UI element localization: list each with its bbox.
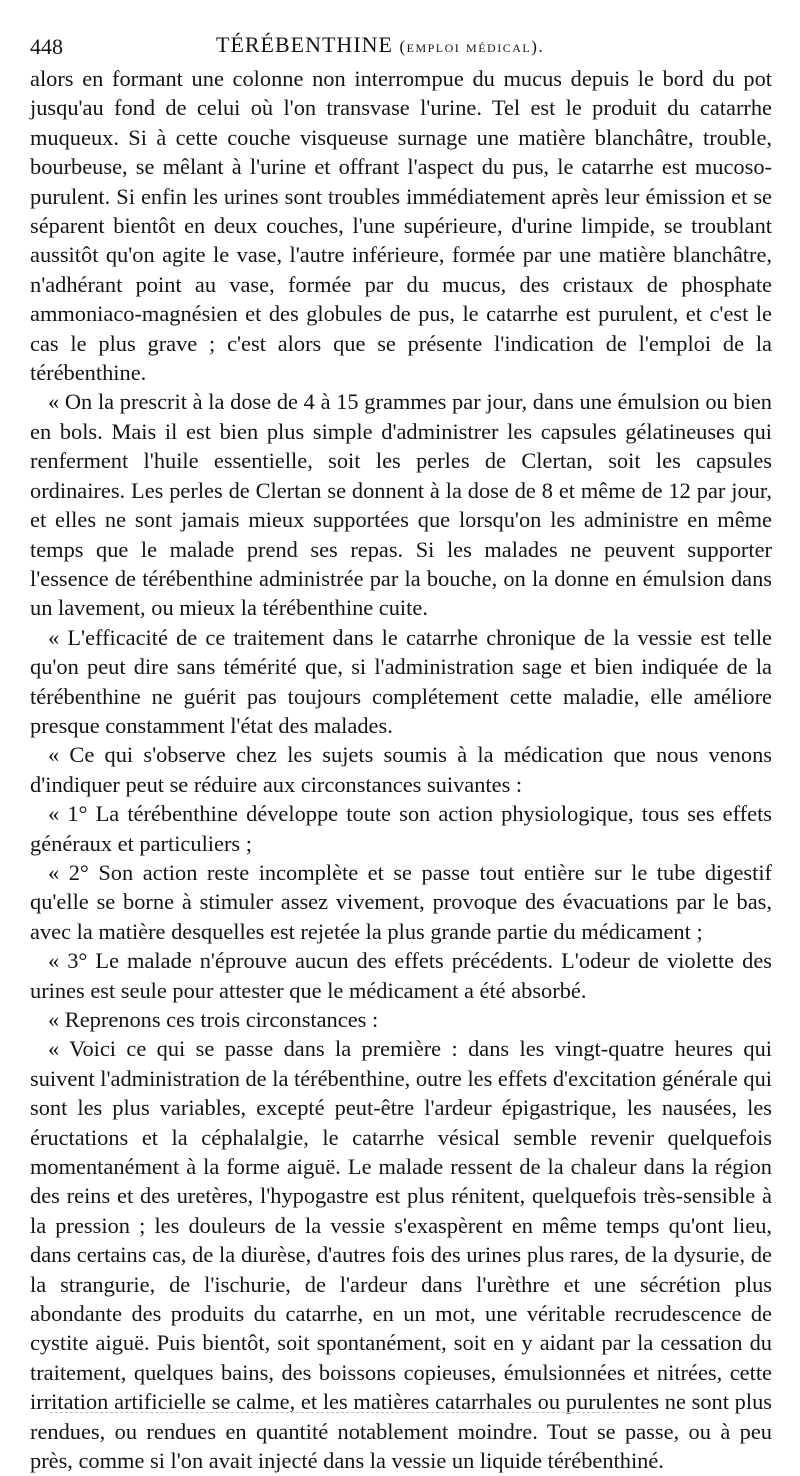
document-page	[30, 22, 772, 1476]
running-title	[216, 26, 544, 66]
paragraph-3: « L'efficacité de ce traitement dans le catarrhe chronique de la vessie est telle qu'on peut dire sans témérité que, si l'administration sage et bien indiquée de la térébenthine ne guérit pas toujours complétement cette maladie, elle améliore presque constamment l'état des malades.	[30, 624, 772, 738]
paragraph-1: alors en formant une colonne non interrompue du mucus depuis le bord du pot jusqu'au fond de celui où l'on transvase l'urine. Tel est le produit du catarrhe muqueux. Si à cette couche visqueuse surnage une matière blanchâtre, trouble, bourbeuse, se mêlant à l'urine et offrant l'aspect du pus, le catarrhe est mucoso-purulent. Si enfin les urines sont troubles immédiatement après leur émission et se séparent bientôt en deux couches, l'une supérieure, d'urine limpide, se troublant aussitôt qu'on agite le vase, l'autre inférieure, formée par une matière blanchâtre, n'adhérant point au vase, formée par du mucus, des cristaux de phosphate ammoniaco-magnésien et des globules de pus, le catarrhe est purulent, et c'est le cas le plus grave ; c'est alors que se présente l'indication de l'emploi de la térébenthine.	[30, 66, 772, 386]
running-title-main: TÉRÉBENTHINE	[216, 32, 393, 57]
paragraph-4: « Ce qui s'observe chez les sujets soumis à la médication que nous venons d'indiquer peut se réduire aux circonstances suivantes :	[30, 742, 772, 797]
paragraph-8: « Reprenons ces trois circonstances :	[48, 1007, 379, 1032]
paragraph-7: « 3° Le malade n'éprouve aucun des effets précédents. L'odeur de violette des urines est seule pour attester que le médicament a été absorbé.	[30, 948, 772, 1003]
page-header	[30, 22, 772, 60]
paragraph-9: « Voici ce qui se passe dans la première : dans les vingt-quatre heures qui suivent l'administration de la térébenthine, outre les effets d'excitation générale qui sont les plus variables, excepté peut-être l'ardeur épigastrique, les nausées, les éructations et la céphalalgie, le catarrhe vésical semble revenir quelquefois momentanément à la forme aiguë. Le malade ressent de la chaleur dans la région des reins et des uretères, l'hypogastre est plus rénitent, quelquefois très-sensible à la pression ; les douleurs de la vessie s'exaspèrent en même temps qu'ont lieu, dans certains cas, de la diurèse, d'autres fois des urines plus rares, de la dysurie, de la strangurie, de l'ischurie, de l'ardeur dans l'urèthre et une sécrétion plus abondante des produits du catarrhe, en un mot, une véritable recrudescence de cystite aiguë. Puis bientôt, soit spontanément, soit en y aidant par la cessation du traitement, quelques bains, des boissons copieuses, émulsionnées et nitrées, cette irritation artificielle se calme, et les matières catarrhales ou purulentes ne sont plus rendues, ou rendues en quantité notablement moindre. Tout se passe, ou à peu près, comme si l'on avait injecté dans la vessie un liquide térébenthiné.	[30, 1036, 772, 1474]
body-text	[30, 64, 772, 1476]
paragraph-6: « 2° Son action reste incomplète et se passe tout entière sur le tube digestif qu'elle se borne à stimuler assez vivement, provoque des évacuations par le bas, avec la matière desquelles est rejetée la plus grande partie du médicament ;	[30, 859, 772, 944]
footer-rule	[50, 1412, 650, 1413]
paragraph-2: « On la prescrit à la dose de 4 à 15 grammes par jour, dans une émulsion ou bien en bols. Mais il est bien plus simple d'administrer les capsules gélatineuses qui renferment l'huile essentielle, soit les perles de Clertan, soit les capsules ordinaires. Les perles de Clertan se donnent à la dose de 8 et même de 12 par jour, et elles ne sont jamais mieux supportées que lorsqu'on les administre en même temps que le malade prend ses repas. Si les malades ne peuvent supporter l'essence de térébenthine administrée par la bouche, on la donne en émulsion dans un lavement, ou mieux la térébenthine cuite.	[30, 389, 772, 621]
page-number: 448	[30, 34, 63, 59]
paragraph-5: « 1° La térébenthine développe toute son action physiologique, tous ses effets généraux et particuliers ;	[30, 801, 772, 856]
running-title-subtitle: (emploi médical).	[399, 37, 545, 56]
